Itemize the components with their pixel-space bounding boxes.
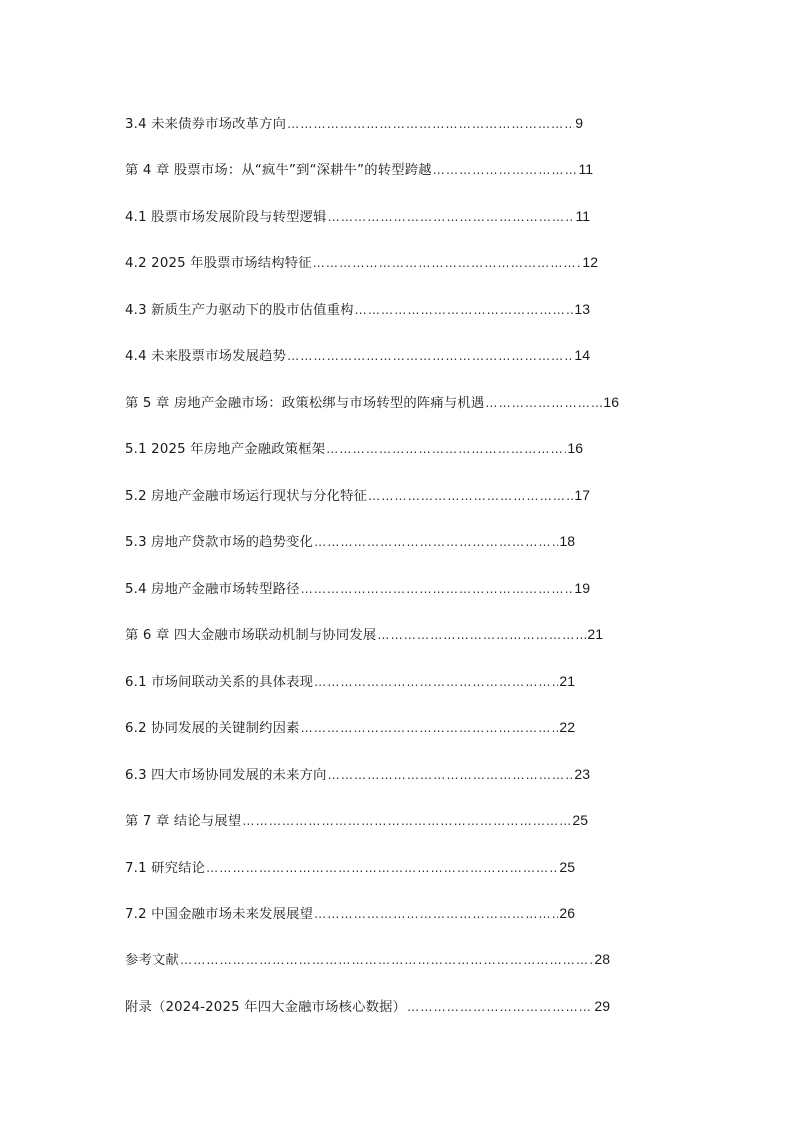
toc-entry-5-4[interactable] xyxy=(125,578,590,598)
toc-entry-4-1[interactable] xyxy=(125,206,590,226)
toc-entry-5-2[interactable] xyxy=(125,485,590,505)
dot-leader xyxy=(313,253,582,273)
dot-leader xyxy=(206,858,558,878)
toc-entry-page-number: 19 xyxy=(574,580,590,596)
toc-entry-references[interactable] xyxy=(125,949,610,969)
toc-entry-page-number: 16 xyxy=(567,440,583,456)
dot-leader xyxy=(328,207,575,227)
dot-leader xyxy=(328,765,574,785)
dot-leader xyxy=(287,346,573,366)
toc-entry-6-2[interactable] xyxy=(125,717,575,737)
toc-entry-title: 6.2 协同发展的关键制约因素 xyxy=(125,721,300,736)
toc-entry-title: 第 6 章 四大金融市场联动机制与协同发展 xyxy=(125,628,377,643)
toc-entry-title: 5.1 2025 年房地产金融政策框架 xyxy=(125,442,326,457)
dot-leader xyxy=(407,997,593,1017)
toc-entry-3-4[interactable] xyxy=(125,113,583,133)
toc-entry-page-number: 25 xyxy=(572,812,588,828)
toc-entry-title: 第 7 章 结论与展望 xyxy=(125,814,242,829)
toc-entry-title: 7.1 研究结论 xyxy=(125,861,206,876)
dot-leader xyxy=(301,579,574,599)
dot-leader xyxy=(301,718,559,738)
dot-leader xyxy=(433,160,578,180)
toc-entry-page-number: 12 xyxy=(582,254,598,270)
toc-entry-title: 参考文献 xyxy=(125,953,179,968)
toc-entry-chapter-7[interactable] xyxy=(125,810,588,830)
toc-entry-5-3[interactable] xyxy=(125,531,575,551)
toc-entry-page-number: 9 xyxy=(575,115,583,131)
dot-leader xyxy=(242,811,571,831)
dot-leader xyxy=(326,439,566,459)
toc-entry-page-number: 21 xyxy=(587,626,603,642)
toc-entry-4-3[interactable] xyxy=(125,299,590,319)
toc-entry-page-number: 14 xyxy=(574,347,590,363)
toc-entry-title: 第 5 章 房地产金融市场：政策松绑与市场转型的阵痛与机遇 xyxy=(125,396,485,411)
toc-entry-page-number: 26 xyxy=(559,905,575,921)
dot-leader xyxy=(314,672,558,692)
toc-entry-title: 6.3 四大市场协同发展的未来方向 xyxy=(125,768,327,783)
dot-leader xyxy=(314,532,558,552)
toc-entry-title: 5.3 房地产贷款市场的趋势变化 xyxy=(125,535,314,550)
toc-entry-page-number: 11 xyxy=(578,161,593,177)
toc-entry-page-number: 17 xyxy=(574,487,590,503)
toc-entry-appendix[interactable] xyxy=(125,996,610,1016)
dot-leader xyxy=(287,114,574,134)
toc-entry-title: 6.1 市场间联动关系的具体表现 xyxy=(125,675,314,690)
toc-entry-page-number: 29 xyxy=(594,998,610,1014)
toc-entry-4-4[interactable] xyxy=(125,345,590,365)
toc-entry-page-number: 21 xyxy=(559,673,575,689)
toc-entry-title: 4.1 股票市场发展阶段与转型逻辑 xyxy=(125,210,327,225)
toc-entry-title: 4.4 未来股票市场发展趋势 xyxy=(125,349,287,364)
dot-leader xyxy=(355,300,574,320)
toc-entry-title: 4.3 新质生产力驱动下的股市估值重构 xyxy=(125,303,354,318)
toc-entry-page-number: 23 xyxy=(574,766,590,782)
toc-entry-6-1[interactable] xyxy=(125,671,575,691)
toc-entry-page-number: 18 xyxy=(559,533,575,549)
toc-entry-page-number: 11 xyxy=(575,208,590,224)
toc-entry-title: 第 4 章 股票市场：从“疯牛”到“深耕牛”的转型跨越 xyxy=(125,163,432,178)
toc-entry-page-number: 16 xyxy=(603,394,619,410)
toc-entry-title: 3.4 未来债券市场改革方向 xyxy=(125,117,287,132)
dot-leader xyxy=(180,950,593,970)
dot-leader xyxy=(377,625,586,645)
toc-entry-chapter-5[interactable] xyxy=(125,392,619,412)
dot-leader xyxy=(314,904,558,924)
toc-entry-title: 7.2 中国金融市场未来发展展望 xyxy=(125,907,314,922)
toc-entry-7-2[interactable] xyxy=(125,903,575,923)
toc-entry-title: 5.4 房地产金融市场转型路径 xyxy=(125,582,300,597)
dot-leader xyxy=(485,393,602,413)
toc-entry-title: 5.2 房地产金融市场运行现状与分化特征 xyxy=(125,489,368,504)
toc-entry-page-number: 13 xyxy=(574,301,590,317)
dot-leader xyxy=(368,486,573,506)
toc-entry-4-2[interactable] xyxy=(125,252,598,272)
toc-entry-chapter-6[interactable] xyxy=(125,624,603,644)
toc-entry-6-3[interactable] xyxy=(125,764,590,784)
toc-entry-page-number: 25 xyxy=(559,859,575,875)
toc-entry-page-number: 22 xyxy=(559,719,575,735)
toc-entry-7-1[interactable] xyxy=(125,857,575,877)
toc-entry-title: 4.2 2025 年股票市场结构特征 xyxy=(125,256,312,271)
toc-entry-5-1[interactable] xyxy=(125,438,583,458)
toc-entry-page-number: 28 xyxy=(594,951,610,967)
toc-entry-chapter-4[interactable] xyxy=(125,159,593,179)
toc-entry-title: 附录（2024-2025 年四大金融市场核心数据） xyxy=(125,1000,407,1015)
